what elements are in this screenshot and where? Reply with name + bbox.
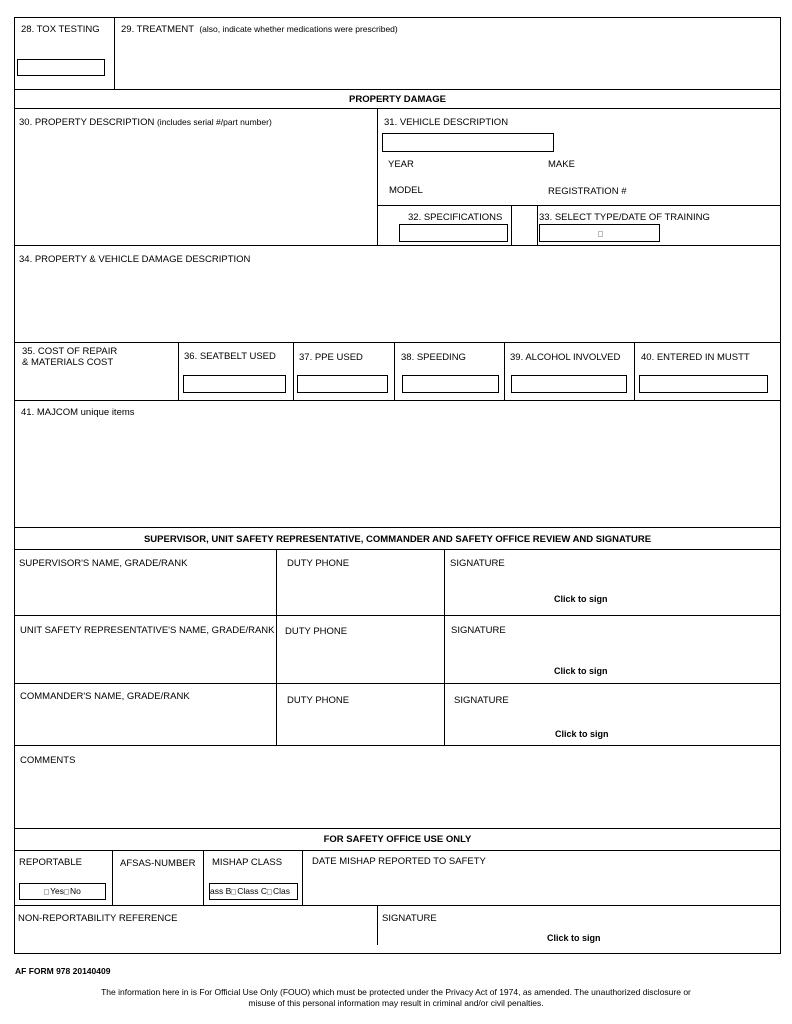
divider [14, 89, 781, 90]
divider [14, 527, 781, 528]
mustt-label: 40. ENTERED IN MUSTT [641, 352, 750, 363]
safety-sign-button[interactable]: Click to sign [547, 933, 601, 943]
radio-no[interactable] [64, 889, 69, 895]
training-select[interactable] [539, 224, 660, 242]
divider [302, 850, 303, 905]
property-description-note: (includes serial #/part number) [156, 117, 272, 127]
divider [293, 342, 294, 400]
privacy-notice-line1: The information here in is For Official Use Only (FOUO) which must be protected under the Privacy Act of 1974, as amended. The unauthorized disclosure or [101, 987, 691, 997]
date-reported-field[interactable] [306, 870, 776, 902]
usr-sign-button[interactable]: Click to sign [554, 666, 608, 676]
divider [14, 745, 781, 746]
treatment-label-text: 29. TREATMENT [121, 24, 195, 35]
model-label: MODEL [389, 185, 423, 196]
speeding-field[interactable] [402, 375, 499, 393]
damage-description-field[interactable] [17, 268, 777, 340]
reportable-radio-group[interactable] [19, 883, 106, 900]
majcom-label: 41. MAJCOM unique items [21, 407, 135, 418]
divider [394, 342, 395, 400]
cost-field[interactable] [20, 370, 174, 396]
treatment-note: (also, indicate whether medications were prescribed) [199, 24, 398, 34]
dropdown-icon [598, 231, 603, 237]
supervisor-signature-label: SIGNATURE [450, 558, 505, 569]
divider [14, 108, 781, 109]
divider [14, 683, 781, 684]
divider [511, 205, 512, 245]
alcohol-label: 39. ALCOHOL INVOLVED [510, 352, 621, 363]
majcom-field[interactable] [17, 420, 777, 524]
specifications-field[interactable] [399, 224, 508, 242]
property-description-field[interactable] [17, 130, 374, 242]
property-description-label-text: 30. PROPERTY DESCRIPTION [19, 117, 155, 128]
registration-label: REGISTRATION # [548, 186, 627, 197]
divider [14, 549, 781, 550]
damage-description-label: 34. PROPERTY & VEHICLE DAMAGE DESCRIPTION [19, 254, 251, 265]
date-reported-label: DATE MISHAP REPORTED TO SAFETY [312, 856, 486, 867]
commander-sign-button[interactable]: Click to sign [555, 729, 609, 739]
divider [14, 615, 781, 616]
cost-label-line2: & MATERIALS COST [22, 357, 114, 368]
training-label: 33. SELECT TYPE/DATE OF TRAINING [539, 212, 710, 223]
radio-yes[interactable] [44, 889, 49, 895]
radio-class-d[interactable] [267, 889, 272, 895]
year-label: YEAR [388, 159, 414, 170]
divider [114, 17, 115, 89]
reportable-no-label: No [70, 886, 81, 896]
mustt-field[interactable] [639, 375, 768, 393]
property-damage-header: PROPERTY DAMAGE [349, 94, 446, 105]
comments-field[interactable] [17, 768, 777, 825]
supervisor-name-label: SUPERVISOR'S NAME, GRADE/RANK [19, 558, 188, 569]
form-id: AF FORM 978 20140409 [15, 966, 111, 976]
seatbelt-label: 36. SEATBELT USED [184, 351, 276, 362]
divider [14, 400, 781, 401]
divider [444, 549, 445, 745]
safety-office-header: FOR SAFETY OFFICE USE ONLY [323, 834, 472, 845]
divider [276, 549, 277, 745]
vehicle-description-label: 31. VEHICLE DESCRIPTION [384, 117, 509, 128]
vehicle-description-field[interactable] [382, 133, 554, 152]
comments-label: COMMENTS [20, 755, 76, 766]
reportable-label: REPORTABLE [19, 857, 83, 868]
divider [504, 342, 505, 400]
divider [14, 850, 781, 851]
safety-signature-label: SIGNATURE [382, 913, 437, 924]
treatment-field[interactable] [118, 38, 778, 86]
supervisor-duty-phone-label: DUTY PHONE [287, 558, 350, 569]
non-reportability-label: NON-REPORTABILITY REFERENCE [18, 913, 178, 924]
ppe-label: 37. PPE USED [299, 352, 363, 363]
reportable-yes-label: Yes [50, 886, 64, 896]
divider [537, 205, 538, 245]
radio-class-c[interactable] [231, 889, 236, 895]
divider [14, 905, 781, 906]
mishap-class-radio-group[interactable] [209, 883, 298, 900]
divider [634, 342, 635, 400]
review-header: SUPERVISOR, UNIT SAFETY REPRESENTATIVE, COMMANDER AND SAFETY OFFICE REVIEW AND SIGNATURE [143, 534, 652, 545]
divider [14, 342, 781, 343]
commander-duty-phone-field[interactable] [280, 708, 440, 742]
divider [377, 205, 781, 206]
ppe-field[interactable] [297, 375, 388, 393]
alcohol-field[interactable] [511, 375, 627, 393]
treatment-label [121, 24, 398, 35]
usr-name-label: UNIT SAFETY REPRESENTATIVE'S NAME, GRADE/RANK [20, 625, 275, 636]
make-label: MAKE [548, 159, 575, 170]
non-reportability-field[interactable] [17, 926, 373, 950]
divider [203, 850, 204, 905]
usr-name-field[interactable] [17, 640, 273, 680]
tox-testing-label: 28. TOX TESTING [21, 24, 100, 35]
mishap-class-label: MISHAP CLASS [212, 857, 283, 868]
divider [377, 108, 378, 245]
commander-name-field[interactable] [17, 705, 273, 742]
afsas-label: AFSAS-NUMBER [120, 858, 196, 869]
supervisor-name-field[interactable] [17, 572, 273, 612]
usr-duty-phone-field[interactable] [280, 640, 440, 680]
divider [178, 342, 179, 400]
usr-duty-phone-label: DUTY PHONE [285, 626, 348, 637]
mishap-class-value-c: Clas [273, 886, 291, 896]
divider [14, 828, 781, 829]
privacy-notice-line2: misuse of this personal information may result in criminal and/or civil penalties. [248, 998, 544, 1008]
mishap-class-value-b: Class C [237, 886, 268, 896]
mishap-class-value-a: ass B [210, 886, 232, 896]
divider [14, 245, 781, 246]
cost-label-line1: 35. COST OF REPAIR [22, 346, 118, 357]
property-description-label [19, 117, 272, 128]
seatbelt-field[interactable] [183, 375, 286, 393]
speeding-label: 38. SPEEDING [401, 352, 466, 363]
specifications-label: 32. SPECIFICATIONS [408, 212, 503, 223]
supervisor-duty-phone-field[interactable] [280, 572, 440, 612]
commander-signature-label: SIGNATURE [454, 695, 509, 706]
divider [377, 905, 378, 945]
supervisor-sign-button[interactable]: Click to sign [554, 594, 608, 604]
usr-signature-label: SIGNATURE [451, 625, 506, 636]
commander-name-label: COMMANDER'S NAME, GRADE/RANK [20, 691, 190, 702]
divider [112, 850, 113, 905]
tox-testing-field[interactable] [17, 59, 105, 76]
commander-duty-phone-label: DUTY PHONE [287, 695, 350, 706]
afsas-field[interactable] [116, 872, 200, 902]
